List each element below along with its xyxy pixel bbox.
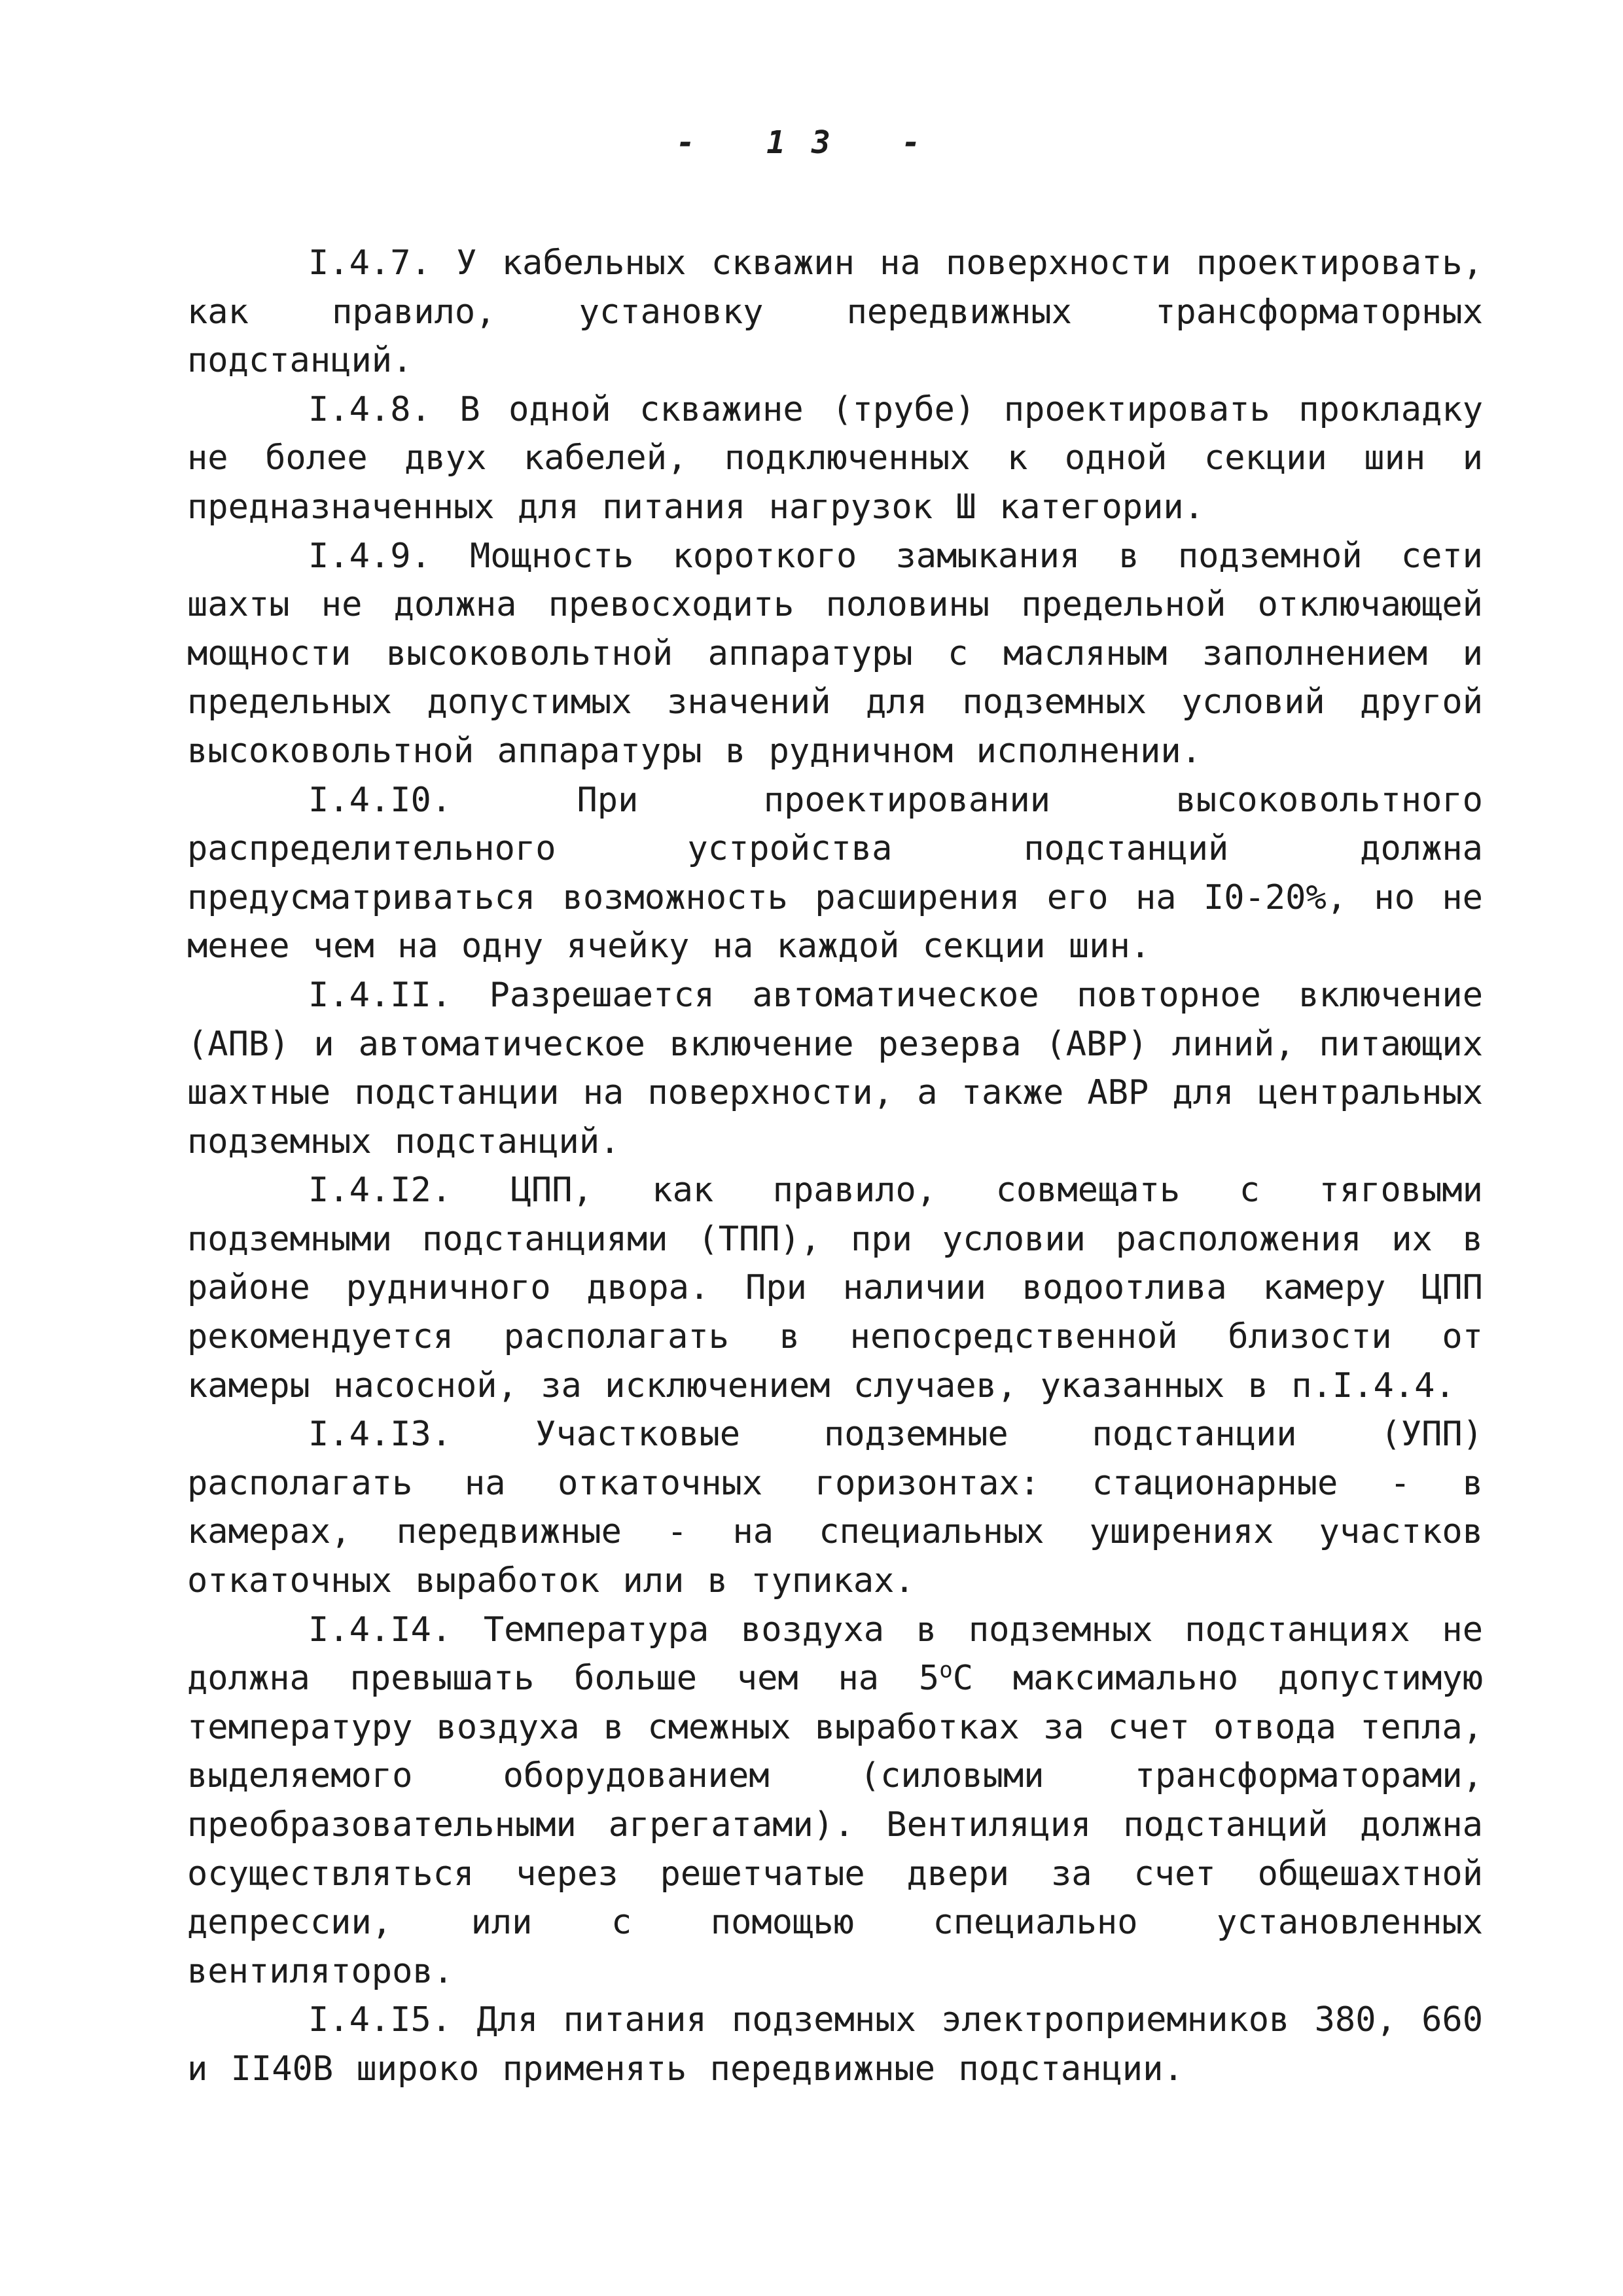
paragraph-number: I.4.I3. [308,1415,452,1455]
paragraph-1-4-15 [187,1996,1483,2093]
paragraph-1-4-14 [187,1606,1483,1996]
paragraph-1-4-13 [187,1410,1483,1605]
paragraph-number: I.4.7. [308,243,431,283]
paragraph-number: I.4.8. [308,389,431,429]
paragraph-text: У кабельных скважин на поверхности проектировать, как правило, установку передвижных трансформаторных подстанций. [187,243,1483,381]
paragraph-1-4-12 [187,1166,1483,1410]
paragraph-number: I.4.9. [308,536,431,576]
body-text [187,239,1483,2094]
degree-superscript: о [939,1657,953,1684]
page-number: - 13 - [676,124,947,161]
paragraph-text-before-superscript: Температура воздуха в подземных подстанциях не должна превышать больше чем на 5 [187,1610,1483,1699]
paragraph-number: I.4.I4. [308,1610,452,1650]
paragraph-1-4-8 [187,385,1483,532]
paragraph-text: Для питания подземных электроприемников 380, 660 и II40В широко применять передвижные подстанции. [187,2000,1483,2089]
paragraph-number: I.4.I0. [308,780,452,820]
paragraph-text: При проектировании высоковольтного распределительного устройства подстанций должна предусматриваться возможность расширения его на I0-20%, но не менее чем на одну ячейку на каждой секции шин. [187,780,1483,966]
paragraph-number: I.4.I2. [308,1171,452,1210]
paragraph-number: I.4.II. [308,975,452,1015]
paragraph-1-4-7 [187,239,1483,385]
paragraph-text: Участковые подземные подстанции (УПП) располагать на откаточных горизонтах: стационарные - в камерах, передвижные - на специальных уширениях участков откаточных выработок или в тупиках. [187,1415,1483,1601]
paragraph-text: Разрешается автоматическое повторное включение (АПВ) и автоматическое включение резерва (АВР) линий, питающих шахтные подстанции на поверхности, а также АВР для центральных подземных подстанций. [187,975,1483,1161]
paragraph-text: Мощность короткого замыкания в подземной сети шахты не должна превосходить половины предельной отключающей мощности высоковольтной аппаратуры с масляным заполнением и предельных допустимых значений для подземных условий другой высоковольтной аппаратуры в рудничном исполнении. [187,536,1483,771]
paragraph-1-4-9 [187,532,1483,776]
paragraph-text-after-superscript: С максимально допустимую температуру воздуха в смежных выработках за счет отвода тепла, выделяемого оборудованием (силовыми трансформаторами, преобразовательными агрегатами). Вентиляция подстанций должна осуществляться через решетчатые двери за счет общешахтной депрессии, или с помощью специально установленных вентиляторов. [187,1659,1484,1991]
paragraph-text: ЦПП, как правило, совмещать с тяговыми подземными подстанциями (ТПП), при условии расположения их в районе рудничного двора. При наличии водоотлива камеру ЦПП рекомендуется располагать в непосредственной близости от камеры насосной, за исключением случаев, указанных в п.I.4.4. [187,1171,1483,1405]
paragraph-1-4-11 [187,971,1483,1166]
paragraph-1-4-10 [187,776,1483,971]
paragraph-text: В одной скважине (трубе) проектировать прокладку не более двух кабелей, подключенных к одной секции шин и предназначенных для питания нагрузок Ш категории. [187,389,1483,527]
paragraph-number: I.4.I5. [308,2000,452,2040]
